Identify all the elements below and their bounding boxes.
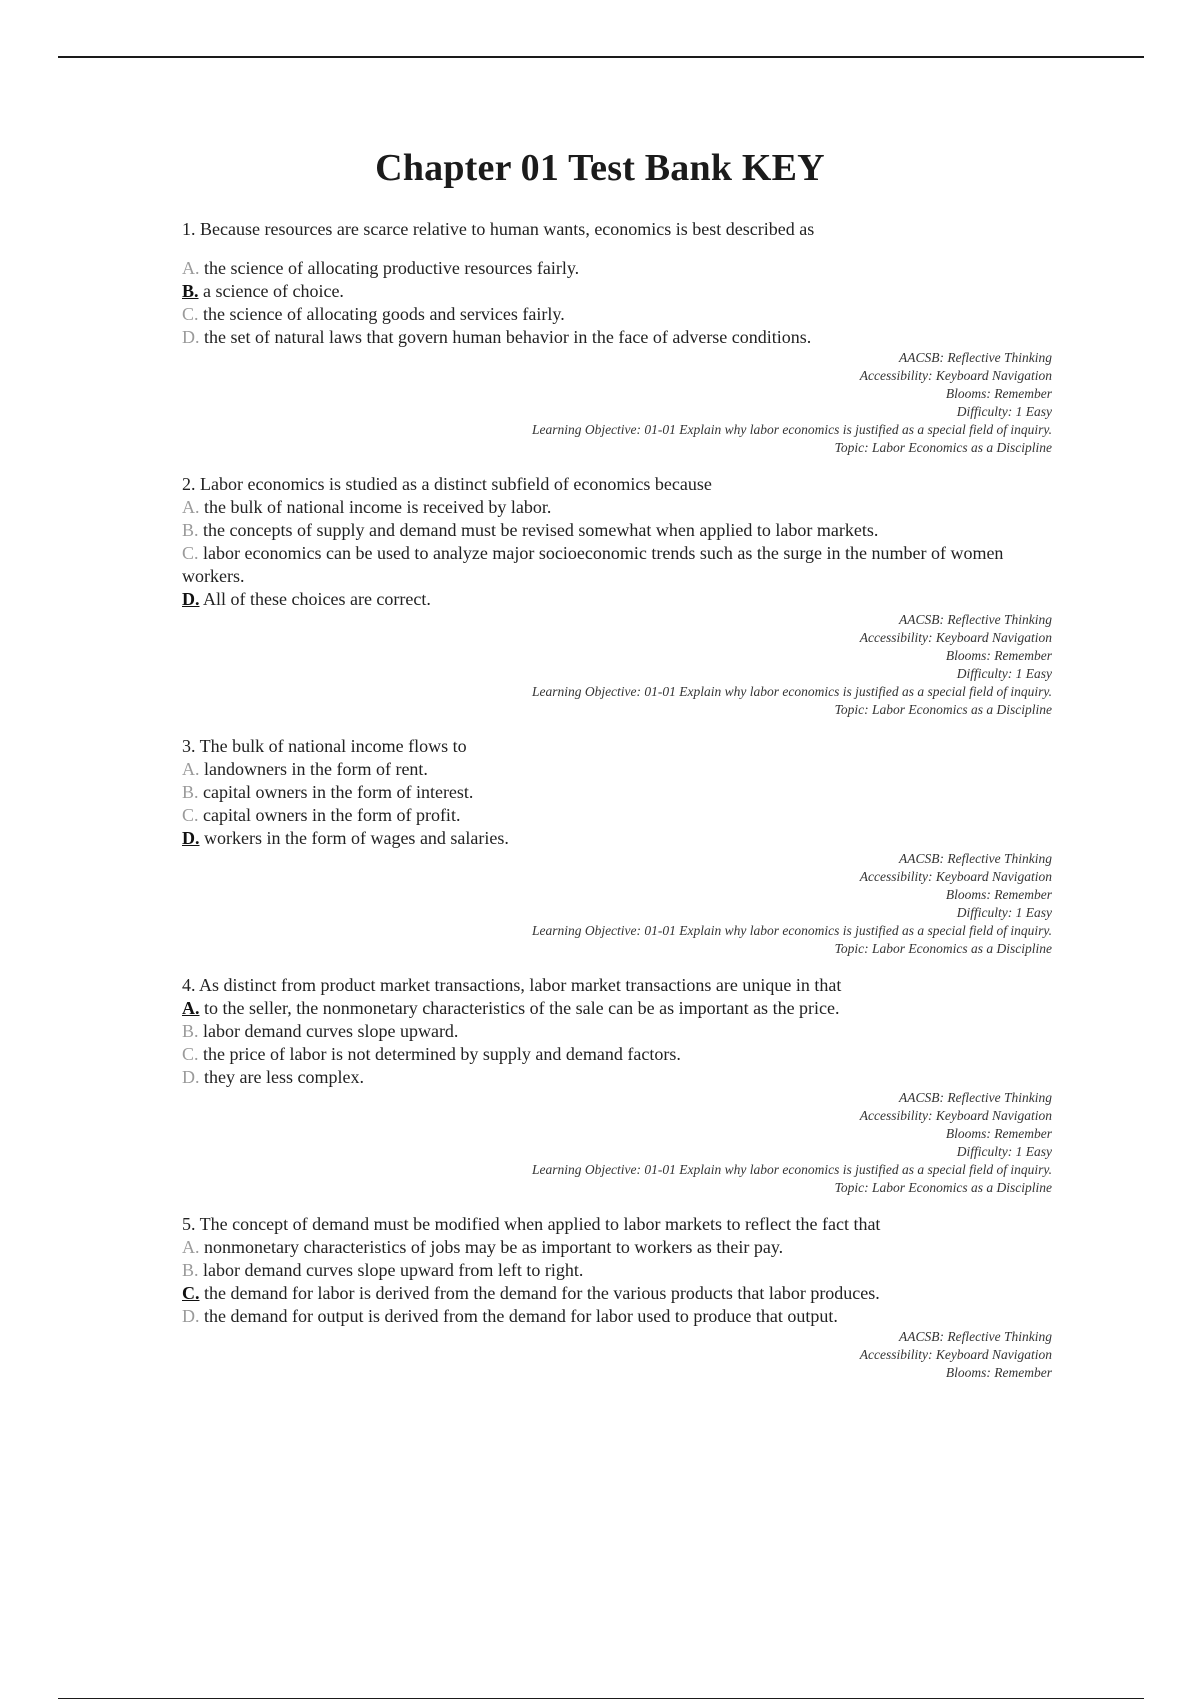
option-a bbox=[182, 496, 1052, 519]
question-stem: 1. Because resources are scarce relative to human wants, economics is best described as bbox=[182, 219, 815, 239]
meta-accessibility: Accessibility: Keyboard Navigation bbox=[859, 1347, 1052, 1362]
question-2 bbox=[182, 473, 1052, 719]
meta-difficulty: Difficulty: 1 Easy bbox=[956, 404, 1052, 419]
option-text: they are less complex. bbox=[199, 1067, 364, 1087]
option-text: the concepts of supply and demand must be revised somewhat when applied to labor markets. bbox=[198, 520, 879, 540]
meta-topic: Topic: Labor Economics as a Discipline bbox=[834, 941, 1052, 956]
option-d bbox=[182, 1305, 1052, 1328]
option-text: the demand for output is derived from the demand for labor used to produce that output. bbox=[199, 1306, 838, 1326]
meta-blooms: Blooms: Remember bbox=[945, 648, 1052, 663]
meta-accessibility: Accessibility: Keyboard Navigation bbox=[859, 869, 1052, 884]
meta-aacsb: AACSB: Reflective Thinking bbox=[899, 350, 1052, 365]
option-b-correct bbox=[182, 280, 1052, 303]
question-metadata bbox=[182, 611, 1052, 719]
option-text: the science of allocating productive resources fairly. bbox=[199, 258, 580, 278]
option-letter: D. bbox=[182, 1067, 200, 1087]
option-letter: A. bbox=[182, 497, 200, 517]
option-a-correct bbox=[182, 997, 1052, 1020]
question-metadata bbox=[182, 349, 1052, 457]
option-a bbox=[182, 758, 1052, 781]
option-letter: A. bbox=[182, 258, 200, 278]
option-text: the set of natural laws that govern human behavior in the face of adverse conditions. bbox=[199, 327, 812, 347]
option-text: to the seller, the nonmonetary characteristics of the sale can be as important as the price. bbox=[199, 998, 840, 1018]
option-d bbox=[182, 1066, 1052, 1089]
correct-option-letter: D. bbox=[182, 589, 200, 609]
meta-aacsb: AACSB: Reflective Thinking bbox=[899, 851, 1052, 866]
meta-difficulty: Difficulty: 1 Easy bbox=[956, 1144, 1052, 1159]
meta-blooms: Blooms: Remember bbox=[945, 887, 1052, 902]
option-text: landowners in the form of rent. bbox=[199, 759, 428, 779]
option-text: labor demand curves slope upward. bbox=[198, 1021, 459, 1041]
question-4 bbox=[182, 974, 1052, 1197]
option-text: workers in the form of wages and salaries. bbox=[199, 828, 509, 848]
question-stem: 2. Labor economics is studied as a distinct subfield of economics because bbox=[182, 474, 712, 494]
question-1 bbox=[182, 218, 1052, 457]
option-a bbox=[182, 257, 1052, 280]
option-d-correct bbox=[182, 588, 1052, 611]
option-c bbox=[182, 804, 1052, 827]
option-letter: C. bbox=[182, 1044, 199, 1064]
question-stem: 4. As distinct from product market transactions, labor market transactions are unique in that bbox=[182, 975, 842, 995]
option-letter: C. bbox=[182, 543, 199, 563]
option-c-correct bbox=[182, 1282, 1052, 1305]
answer-options bbox=[182, 997, 1052, 1089]
question-metadata bbox=[182, 1089, 1052, 1197]
option-letter: A. bbox=[182, 1237, 200, 1257]
option-letter: A. bbox=[182, 759, 200, 779]
option-letter: D. bbox=[182, 1306, 200, 1326]
question-stem: 3. The bulk of national income flows to bbox=[182, 736, 467, 756]
option-c bbox=[182, 542, 1052, 588]
meta-difficulty: Difficulty: 1 Easy bbox=[956, 905, 1052, 920]
option-letter: D. bbox=[182, 327, 200, 347]
option-text: nonmonetary characteristics of jobs may be as important to workers as their pay. bbox=[199, 1237, 784, 1257]
option-letter: B. bbox=[182, 520, 199, 540]
answer-options bbox=[182, 1236, 1052, 1328]
option-b bbox=[182, 781, 1052, 804]
option-text: a science of choice. bbox=[198, 281, 344, 301]
question-5 bbox=[182, 1213, 1052, 1382]
option-letter: B. bbox=[182, 782, 199, 802]
meta-blooms: Blooms: Remember bbox=[945, 386, 1052, 401]
answer-options bbox=[182, 758, 1052, 850]
option-text: the price of labor is not determined by supply and demand factors. bbox=[198, 1044, 681, 1064]
meta-topic: Topic: Labor Economics as a Discipline bbox=[834, 440, 1052, 455]
meta-topic: Topic: Labor Economics as a Discipline bbox=[834, 1180, 1052, 1195]
option-text: All of these choices are correct. bbox=[199, 589, 431, 609]
option-d bbox=[182, 326, 1052, 349]
option-b bbox=[182, 1020, 1052, 1043]
option-letter: B. bbox=[182, 1260, 199, 1280]
meta-learning-objective: Learning Objective: 01-01 Explain why labor economics is justified as a special field of inquiry. bbox=[531, 1162, 1052, 1177]
question-stem: 5. The concept of demand must be modified when applied to labor markets to reflect the fact that bbox=[182, 1214, 881, 1234]
answer-options bbox=[182, 496, 1052, 611]
correct-option-letter: A. bbox=[182, 998, 200, 1018]
meta-learning-objective: Learning Objective: 01-01 Explain why labor economics is justified as a special field of inquiry. bbox=[531, 684, 1052, 699]
option-b bbox=[182, 519, 1052, 542]
meta-blooms: Blooms: Remember bbox=[945, 1126, 1052, 1141]
option-text: the demand for labor is derived from the demand for the various products that labor produces. bbox=[199, 1283, 880, 1303]
correct-option-letter: D. bbox=[182, 828, 200, 848]
option-text: labor demand curves slope upward from left to right. bbox=[198, 1260, 584, 1280]
page-title: Chapter 01 Test Bank KEY bbox=[375, 147, 825, 189]
option-text: the bulk of national income is received by labor. bbox=[199, 497, 552, 517]
option-d-correct bbox=[182, 827, 1052, 850]
option-text: capital owners in the form of profit. bbox=[198, 805, 461, 825]
option-c bbox=[182, 303, 1052, 326]
meta-blooms: Blooms: Remember bbox=[945, 1365, 1052, 1380]
answer-options bbox=[182, 257, 1052, 349]
option-a bbox=[182, 1236, 1052, 1259]
question-metadata bbox=[182, 850, 1052, 958]
question-3 bbox=[182, 735, 1052, 958]
meta-aacsb: AACSB: Reflective Thinking bbox=[899, 1090, 1052, 1105]
option-text: labor economics can be used to analyze major socioeconomic trends such as the surge in the number of women workers. bbox=[182, 543, 1004, 586]
option-text: the science of allocating goods and services fairly. bbox=[198, 304, 565, 324]
option-text: capital owners in the form of interest. bbox=[198, 782, 474, 802]
meta-accessibility: Accessibility: Keyboard Navigation bbox=[859, 368, 1052, 383]
meta-aacsb: AACSB: Reflective Thinking bbox=[899, 612, 1052, 627]
option-letter: C. bbox=[182, 805, 199, 825]
option-b bbox=[182, 1259, 1052, 1282]
option-c bbox=[182, 1043, 1052, 1066]
question-list bbox=[182, 218, 1052, 1398]
correct-option-letter: B. bbox=[182, 281, 199, 301]
correct-option-letter: C. bbox=[182, 1283, 200, 1303]
question-metadata bbox=[182, 1328, 1052, 1382]
top-rule bbox=[58, 56, 1144, 58]
meta-aacsb: AACSB: Reflective Thinking bbox=[899, 1329, 1052, 1344]
option-letter: B. bbox=[182, 1021, 199, 1041]
meta-difficulty: Difficulty: 1 Easy bbox=[956, 666, 1052, 681]
meta-accessibility: Accessibility: Keyboard Navigation bbox=[859, 1108, 1052, 1123]
meta-learning-objective: Learning Objective: 01-01 Explain why labor economics is justified as a special field of inquiry. bbox=[531, 923, 1052, 938]
meta-learning-objective: Learning Objective: 01-01 Explain why labor economics is justified as a special field of inquiry. bbox=[531, 422, 1052, 437]
meta-accessibility: Accessibility: Keyboard Navigation bbox=[859, 630, 1052, 645]
bottom-rule bbox=[58, 1698, 1144, 1699]
option-letter: C. bbox=[182, 304, 199, 324]
meta-topic: Topic: Labor Economics as a Discipline bbox=[834, 702, 1052, 717]
